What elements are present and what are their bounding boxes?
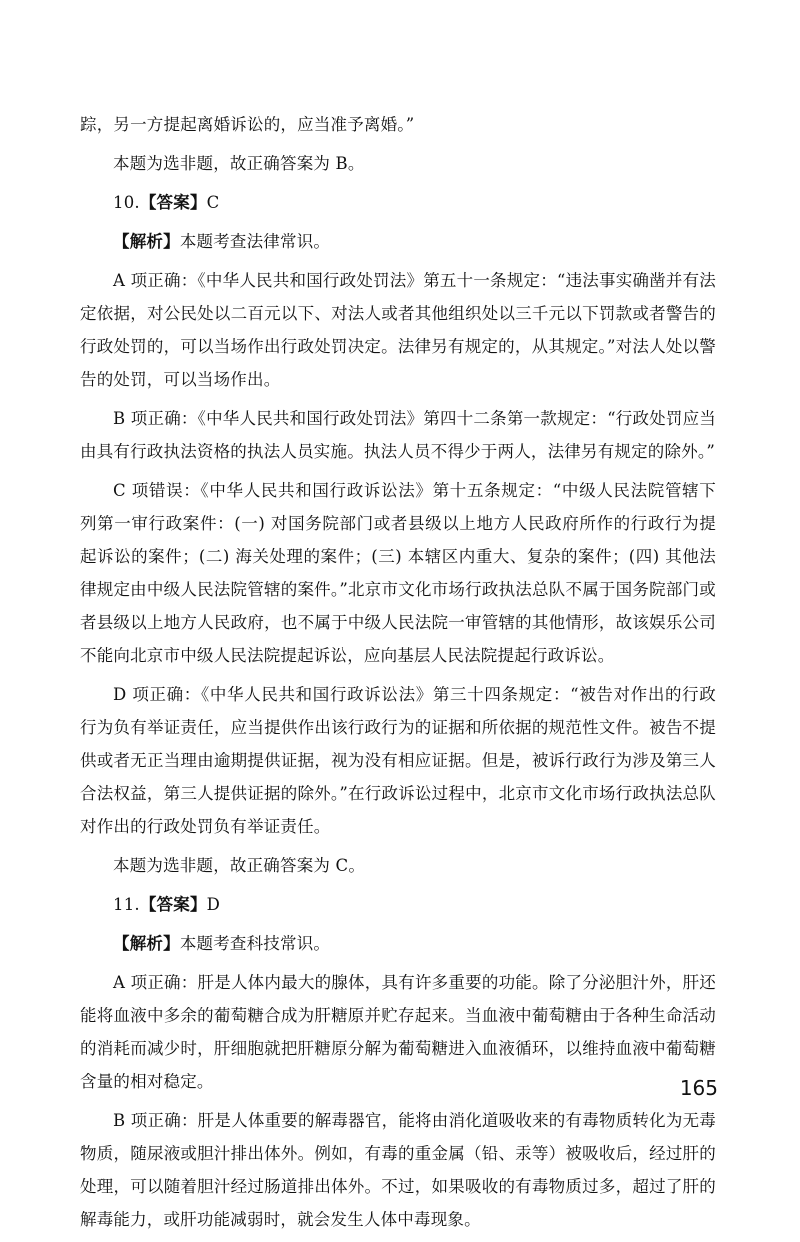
- question-number: 10.: [113, 193, 140, 212]
- paragraph-conclusion-9: 本题为选非题，故正确答案为 B。: [113, 154, 365, 173]
- paragraph-option-b-11: B 项正确：肝是人体重要的解毒器官，能将由消化道吸收来的有毒物质转化为无毒物质，随尿液或胆汁排出体外。例如，有毒的重金属（铅、汞等）被吸收后，经过肝的处理，可以随着胆汁经过肠道排出体外。不过，如果吸收的有毒物质过多，超过了肝的解毒能力，或肝功能减弱时，就会发生人体中毒现象。: [80, 1111, 716, 1229]
- paragraph-option-d-10: D 项正确：《中华人民共和国行政诉讼法》第三十四条规定：“被告对作出的行政行为负有举证责任，应当提供作出该行政行为的证据和所依据的规范性文件。被告不提供或者无正当理由逾期提供证据，视为没有相应证据。但是，被诉行政行为涉及第三人合法权益，第三人提供证据的除外。”在行政诉讼过程中，北京市文化市场行政执法总队对作出的行政处罚负有举证责任。: [80, 685, 716, 836]
- paragraph-option-b-10: B 项正确：《中华人民共和国行政处罚法》第四十二条第一款规定：“行政处罚应当由具有行政执法资格的执法人员实施。执法人员不得少于两人，法律另有规定的除外。”: [80, 409, 716, 461]
- answer-heading-10: [80, 186, 716, 219]
- analysis-label: 【解析】: [113, 934, 180, 953]
- answer-value: D: [206, 895, 221, 914]
- paragraph-continuation: 踪，另一方提起离婚诉讼的，应当准予离婚。”: [80, 115, 415, 134]
- analysis-heading-11: [80, 927, 716, 960]
- analysis-label: 【解析】: [113, 232, 180, 251]
- paragraph-conclusion-10: 本题为选非题，故正确答案为 C。: [113, 856, 366, 875]
- analysis-intro: 本题考查法律常识。: [179, 232, 331, 251]
- answer-label: 【答案】: [139, 895, 207, 914]
- analysis-heading-10: [80, 225, 716, 258]
- paragraph-option-a-10: A 项正确：《中华人民共和国行政处罚法》第五十一条规定：“违法事实确凿并有法定依据，对公民处以二百元以下、对法人或者其他组织处以三千元以下罚款或者警告的行政处罚的，可以当场作出行政处罚决定。法律另有规定的，从其规定。”对法人处以警告的处罚，可以当场作出。: [80, 271, 716, 389]
- page-number: 165: [679, 1076, 718, 1100]
- answer-label: 【答案】: [139, 193, 207, 212]
- answer-value: C: [206, 193, 220, 212]
- paragraph-option-a-11: A 项正确：肝是人体内最大的腺体，具有许多重要的功能。除了分泌胆汁外，肝还能将血液中多余的葡萄糖合成为肝糖原并贮存起来。当血液中葡萄糖由于各种生命活动的消耗而减少时，肝细胞就把肝糖原分解为葡萄糖进入血液循环，以维持血液中葡萄糖含量的相对稳定。: [80, 973, 716, 1091]
- paragraph-option-c-10: C 项错误：《中华人民共和国行政诉讼法》第十五条规定：“中级人民法院管辖下列第一审行政案件：(一) 对国务院部门或者县级以上地方人民政府所作的行政行为提起诉讼的案件；(二) 海关处理的案件；(三) 本辖区内重大、复杂的案件；(四) 其他法律规定由中级人民法院管辖的案件。”北京市文化市场行政执法总队不属于国务院部门或者县级以上地方人民政府，也不属于中级人民法院一审管辖的其他情形，故该娱乐公司不能向北京市中级人民法院提起诉讼，应向基层人民法院提起行政诉讼。: [80, 481, 716, 665]
- page-content: [80, 108, 716, 1242]
- question-number: 11.: [113, 895, 140, 914]
- answer-heading-11: [80, 888, 716, 921]
- analysis-intro: 本题考查科技常识。: [179, 934, 331, 953]
